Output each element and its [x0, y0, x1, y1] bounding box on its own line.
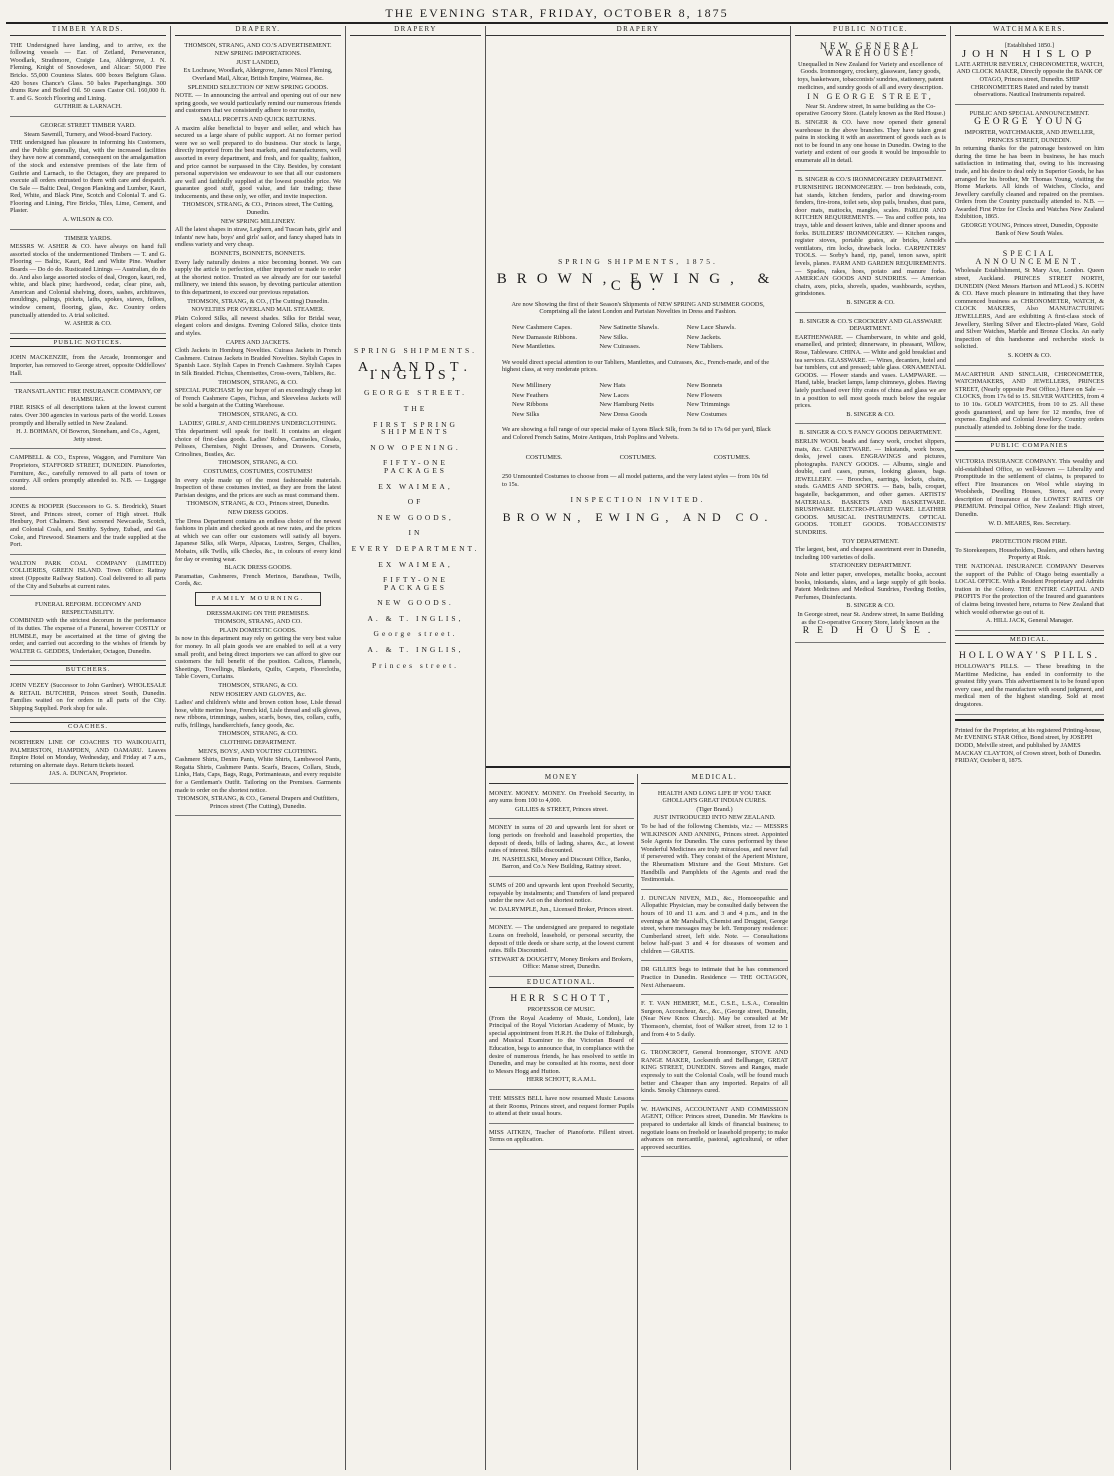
brown-ewing-ad: [486, 40, 790, 768]
section-header: MONEY: [489, 774, 634, 784]
sub-header: MEDICAL.: [955, 635, 1104, 645]
ad-subtitle: To Storekeepers, Householders, Dealers, and others having Property at Risk.: [955, 546, 1104, 562]
section-header: PUBLIC NOTICE.: [795, 26, 946, 36]
ad-signature: B. SINGER & CO.: [846, 299, 895, 306]
ad-title: NEW SPRING MILLINERY.: [220, 217, 296, 225]
ad-text: HOLLOWAY'S PILLS. — These breathing in the Maritime Medicine, has ended in conformity to the greatest fifty years. This advertisement is to be found upon every case, and the manufacture with sound judgment, and medical men of the highest standing. Sold at most drugstores.: [955, 662, 1104, 708]
ad-signature: JH. NASHELSKI, Money and Discount Office, Banks, Barron, and Co.'s New Building, Rattray street.: [491, 855, 632, 871]
ad-signature: THOMSON, STRANG, & CO.: [218, 410, 298, 418]
section-header: DRAPERY.: [175, 26, 341, 36]
ad-text: In returning thanks for the patronage bestowed on him during the time he has been in business, he has much satisfaction in intimating that, owing to his increasing trade, and his desire to deal only in Superior Goods, he has arranged for his brother, Mr Thomas Young, visiting the Home Markets. All kinds of Watches, Clocks, and Jewellery carefully cleaned and repaired on the premises. Orders from the Country punctually attended to. N.B. — Awarded First Prize for Clocks and Watches New Zealand Exhibition, 1865.: [955, 145, 1104, 221]
ad-text: CAMPBELL & CO., Express, Waggon, and Furniture Van Proprietors, STAFFORD STREET, DUNEDIN. Pianofortes, Furniture, &c., carefully removed to all parts of town or country. All orders promptly attended to. N.B. — Luggage stored.: [10, 454, 166, 492]
ad-signature: HERR SCHOTT, R.A.M.L.: [526, 1076, 597, 1084]
grid-item: New Cashmere Capes.: [512, 323, 572, 331]
blank-space: [492, 40, 784, 250]
section-header: MEDICAL.: [641, 774, 788, 784]
ad-title: PLAIN DOMESTIC GOODS.: [219, 626, 297, 634]
red-house: RED HOUSE.: [802, 626, 939, 637]
ad-subtitle: PROFESSOR OF MUSIC.: [527, 1006, 596, 1014]
ad-text: In every style made up of the most fashionable materials. Inspection of these costumes invited, as they are from the latest Parisian designs, and the prices are such as must command them.: [175, 476, 341, 499]
ad-subtitle: JUST LANDED,: [236, 58, 280, 66]
ad-text: Ladies' and children's white and brown cotton hose, Lisle thread hose, white merino hose, French kid, Lisle thread and silk gloves, new ribbons, trimmings, sashes, scarfs, bows, ties, collars, cuffs, ruffs, frillings, handkerchiefs, fancy goods, &c.: [175, 699, 341, 729]
inglis-line: OF: [407, 497, 424, 507]
grid-item: New Lace Shawls.: [686, 323, 736, 331]
ad-signature: A. WILSON & CO.: [62, 216, 114, 224]
ad-text: W. HAWKINS, ACCOUNTANT AND COMMISSION AGENT, Office: Princes street, Dunedin. Mr Hawkins is prepared to undertake all kinds of financial business; to negotiate loans on freehold or leasehold property; to make advances on mercantile, pastoral, agricultural, or other approved securities.: [641, 1105, 788, 1151]
blank-space: [350, 39, 481, 339]
ad-subtitle: NEW SPRING IMPORTATIONS.: [214, 50, 302, 58]
inglis-line: SPRING SHIPMENTS.: [353, 345, 478, 355]
ad-miss-aitken: [489, 1126, 634, 1150]
columns: [6, 26, 1108, 1470]
column-timber-yards: [6, 26, 171, 1470]
ad-text: Ex Lochnaw, Woodlark, Aldergrove, James Nicol Fleming, Overland Mail, Altcar, British Empire, Waimea, &c.: [183, 67, 333, 82]
ad-subtitle: Steam Sawmill, Turnery, and Wood-board Factory.: [24, 130, 152, 138]
ad-title: CLOTHING DEPARTMENT.: [219, 739, 297, 747]
ad-text: Note and letter paper, envelopes, metallic books, account books, inkstands, slates, and a large supply of gift books. Patent Medicines and Medical Sundries, Feeding Bottles, Perfumes, Disinfectants.: [795, 571, 946, 601]
ad-location: IN GEORGE STREET,: [807, 92, 934, 102]
ad-mackenzie: [10, 351, 166, 383]
grid-item: New Feathers: [512, 391, 549, 399]
ad-signature: THOMSON, STRANG, & CO., Princes street, The Cutting, Dunedin.: [182, 201, 334, 217]
ad-jones-hooper: [10, 500, 166, 555]
grid-item: New Bonnets: [686, 381, 723, 389]
grid-item: New Hats: [599, 381, 626, 389]
ad-text: MONEY. — The undersigned are prepared to negotiate Loans on freehold, leasehold, or personal security, the deposit of title deeds or share scrip, at the lowest current rates. Bills Discounted.: [489, 924, 634, 955]
inglis-line: NEW GOODS,: [377, 512, 454, 522]
ad-signature: JAS. A. DUNCAN, Proprietor.: [49, 770, 127, 778]
ad-signature: B. SINGER & CO.: [846, 602, 895, 610]
ad-funeral-reform: [10, 598, 166, 661]
grid-item: New Trimmings: [686, 401, 730, 409]
medical-section: [638, 774, 791, 1470]
ad-holloway: [955, 648, 1104, 714]
teacher-name: HERR SCHOTT,: [510, 994, 613, 1005]
ad-signature: THOMSON, STRANG, & CO.: [218, 459, 298, 467]
ad-signature: THOMSON, STRANG, & CO.: [218, 730, 298, 738]
ad-title: B. SINGER & CO.'S CROCKERY AND GLASSWARE DEPARTMENT.: [799, 317, 942, 333]
ad-title: THOMSON, STRANG, AND CO.'S ADVERTISEMENT.: [184, 41, 332, 49]
ad-text: JONES & HOOPER (Successors to G. S. Brodrick), Stuart Street, and Princes street, corner of High street. Hulk Henbury, Port Chalmers. Best screened Newcastle, Scotch, and Colonial Coals, and Smithy. Sydney, Eubad, and Gas Coke, and Firewood. Steamers and the trade supplied at the Port.: [10, 503, 166, 549]
ad-title: SPLENDID SELECTION OF NEW SPRING GOODS.: [187, 83, 329, 91]
ad-title: NEW GENERAL WAREHOUSE!: [819, 41, 922, 60]
column-inglis: [346, 26, 486, 1470]
ad-text: To be had of the following Chemists, viz.: — MESSRS WILKINSON AND ANNING, Princes street. Appointed Sole Agents for Dunedin. The cures performed by these Wonderful Medicines are truly miraculous, and never fail if persevered with. They consist of the Aperient Mixture, the Rheumatism Mixture and the Gout Mixture. Get Handbills and Pamphlets of the Agents and read the Testimonials.: [641, 822, 788, 884]
grid-item: New Millinery: [512, 381, 552, 389]
inglis-line: FIRST SPRING SHIPMENTS: [373, 419, 458, 437]
divider: [955, 719, 1104, 721]
firm-name: BROWN, EWING, & CO.: [496, 270, 780, 295]
inglis-line: IN: [408, 528, 423, 538]
inglis-line: THE: [403, 403, 428, 413]
grid-item: New Satinette Shawls.: [599, 323, 659, 331]
ad-signature: W. DALRYMPLE, Jun., Licensed Broker, Princes street.: [489, 905, 634, 913]
inglis-line: A. & T. INGLIS,: [367, 613, 464, 623]
ad-singer-ironmongery: [795, 173, 946, 313]
ad-dalrymple: [489, 879, 634, 919]
ad-text: MISS AITKEN, Teacher of Pianoforte. Fillent street. Terms on application.: [489, 1128, 634, 1144]
inglis-line: George street.: [373, 629, 458, 639]
ad-text: F. T. VAN HEMERT, M.E., C.S.E., L.S.A., Consultin Surgeon, Accoucheur, &c., &c., (George street, Dunedin, (Near New Knox Church). May be consulted at Mr Thomson's, chemist, foot of Walker street, from 12 to 1 and from 4 to 5 daily.: [641, 1000, 788, 1038]
ad-george-young: [955, 107, 1104, 244]
ad-text: Unequalled in New Zealand for Variety and excellence of Goods. Ironmongery, crockery, glassware, fancy goods, toys, basketware, tobacconists' sundries, stationery, patent medicines, and sundry goods of all and every description.: [797, 60, 944, 91]
ad-signature: THOMSON, STRANG, & CO.: [218, 681, 298, 689]
ad-text: SPECIAL PURCHASE by our buyer of an exceedingly cheap lot of French Cashmere Capes, Fichus, and Sleeveless Jackets will be sold a bargain at the Cutting Warehouse.: [175, 387, 341, 410]
ad-text: SUMS of 200 and upwards lent upon Freehold Security, repayable by instalments; and Transfers of land prepared under the new Act on the shortest notice.: [489, 881, 634, 905]
ad-text: NOTE. — In announcing the arrival and opening out of our new spring goods, we would particularly remind our numerous friends and customers that we consistently adhere to our motto,: [175, 92, 341, 115]
ad-text: WALTON PARK COAL COMPANY (LIMITED) COLLIERIES, GREEN ISLAND. Town Office: Rattray street (Opposite Railway Station). Coal delivered to all parts of the City and Suburbs at current rates.: [10, 559, 166, 590]
ad-text: MONEY. MONEY. MONEY. On Freehold Security, in any sums from 100 to 4,000.: [489, 789, 634, 805]
ad-text: THE MISSES BELL have now resumed Music Lessons at their Rooms, Princes street, and request former Pupils to attend at their usual hours.: [489, 1095, 634, 1118]
ad-signature: THOMSON, STRANG, AND CO.: [214, 618, 302, 626]
ad-title: B. SINGER & CO.'S FANCY GOODS DEPARTMENT.: [799, 429, 942, 437]
ad-asher: [10, 232, 166, 334]
ad-text: MESSRS W. ASHER & CO. have always on hand full assorted stocks of the undermentioned Timbers — T. and G. Flooring — Baltic, Kauri, Red and White Pine. Weather Boards — Do do do. Rusticated Linings — Australian, do do do. And also large assorted stocks of deal, Oregon, kauri, red, white, and black pine; hardwood, cedar, clear pine, ash, American and Colonial shelving, doors, sashes, architraves, mouldings, palings, pickets, laths, spokes, staves, felloes, window cement, flooring, glass, &c. Country orders punctually attended to. A trial solicited.: [10, 243, 166, 319]
ad-text: THE Undersigned have landing, and to arrive, ex the following vessels — Ear. of Zetland, Perseverance, Woodlark, Strathmore, Craigie Lea, Aldergrove, J. N. Fleming, Knight of Snowdown, and Altcar: 50,000 Fire Bricks. 55,000 Countess Slates. 600 boxes Belgium Glass. 420 boxes Chance's Glass. 50 bales Paperhangings. 300 drums Raw and Boiled Oil. 50 cases Castor Oil. 160,000 ft. T. and G. Scotch Flooring and Lining.: [10, 41, 166, 102]
ad-walton-park: [10, 557, 166, 596]
watchmaker-name: GEORGE YOUNG: [974, 117, 1085, 128]
ad-signature: H. J. BOHMAN, Of Bowron, Stoneham, and Co., Agent, Jetty street.: [16, 428, 160, 443]
ad-text: Paramattas, Cashmeres, French Merinos, Baratheas, Twills, Cords, &c.: [175, 572, 341, 588]
ad-text: MONEY in sums of 20 and upwards lent for short or long periods on freehold and leasehold properties, the deposit of deeds, bills of lading, shares, &c., at lowest rates of interest. Bills discounted.: [489, 824, 634, 855]
ad-signature: W. ASHER & CO.: [64, 320, 112, 328]
ad-signature: B. SINGER & CO.: [846, 410, 895, 418]
ad-subtitle: (Tiger Brand.): [696, 805, 733, 813]
ad-text: In George street, near St. Andrew street, In same Building as the Co-operative Grocery Store, lately known as the: [797, 610, 944, 626]
grid-item: New Laces: [599, 391, 629, 399]
column-drapery-thomson: [171, 26, 346, 1470]
ad-george-street-timber: [10, 119, 166, 230]
grid-item: New Damassie Ribbons.: [512, 333, 578, 341]
ad-signature: A. HILL JACK, General Manager.: [985, 617, 1074, 625]
inglis-line: EX WAIMEA,: [378, 481, 453, 491]
inglis-line: A. & T. INGLIS,: [367, 645, 464, 655]
grid-item: New Dress Goods: [599, 410, 648, 418]
ad-text: Cashmere Shirts, Denim Pants, White Shirts, Lambswool Pants, Regatta Shirts, Cashmere Pants. Scarfs, Braces, Collars, Studs, Links, Hats, Caps, Bags, Rugs, Portmanteaus, and every requisite for a Gentleman's Outfit. Tailoring on the Premises. Garments made to order on the shortest notice.: [175, 756, 341, 794]
inglis-line: EX WAIMEA,: [378, 559, 453, 569]
ad-motto: SMALL PROFITS AND QUICK RETURNS.: [199, 115, 317, 123]
ad-text: THE NATIONAL INSURANCE COMPANY Deserves the support of the Public of Otago being essentially a LOCAL OFFICE. With a Resident Proprietary and Admits tration in the Colony. THE ENTIRE CAPITAL AND PROFITS For the protection of the Insured and guarantees of claims being invested here, returns to New Zealand that which would otherwise go out of it.: [955, 563, 1104, 616]
money-educational: [486, 774, 638, 1470]
grid-item: New Mantlettes.: [512, 343, 556, 351]
grid-item: New Tabliers.: [686, 343, 724, 351]
ad-heading: SPRING SHIPMENTS, 1875.: [558, 257, 718, 266]
ad-text: FIRE RISKS of all descriptions taken at the lowest current rates. Over 300 agencies in various parts of the world. Losses promptly and liberally settled in New Zealand.: [10, 404, 166, 427]
section-header: EDUCATIONAL.: [489, 979, 634, 989]
ad-text: Is now in this department may rely on getting the very best value for money. In all plain goods we are enabled to sell at a very small profit, and being direct importers we can afford to give our customers the full benefit of the position. Calicos, Flannels, Sheetings, Towellings, Blankets, Quilts, Carpets, Floorcloths, Table Covers, Curtains.: [175, 635, 341, 681]
ad-text: Wholesale Establishment, St Mary Axe, London. Queen street, Auckland. PRINCES STREET NORTH, DUNEDIN (Next Messrs Hartson and M'Leod.) S. KOHN & CO. Have much pleasure in intimating that they have commenced business as CHRONOMETER, WATCH, & CLOCK MAKERS, Also MANUFACTURING JEWELLERS, And are exhibiting A first-class stock of Jewellery, Sterling Silver and Electro-plated Ware, Gold and Silver Watches, Marble and Bronze Clocks. An early inspection of this handsome and recherche stock is solicited.: [955, 267, 1104, 351]
ad-text: NORTHERN LINE OF COACHES TO WAIKOUAITI, PALMERSTON, HAMPDEN, AND OAMARU. Leaves Empire Hotel on Monday, Wednesday, and Friday at 7 a.m., returning on alternate days. Return tickets issued.: [10, 738, 166, 769]
ad-text: G. TRONCROFT, General Ironmonger, STOVE AND RANGE MAKER, Locksmith and Bellhanger, GREAT KING STREET, DUNEDIN. Stoves and Ranges, made expressly to suit the Colonial Coals, will be found much better and Cheaper than any imported. Repairs of all kinds. Smoky Chimneys cured.: [641, 1049, 788, 1095]
sub-header: COACHES.: [10, 722, 166, 732]
grid-item: New Costumes: [686, 410, 727, 418]
ad-text: JOHN MACKENZIE, from the Arcade, Ironmonger and Importer, has removed to George street, opposite Oddfellows' Hall.: [10, 354, 166, 377]
ad-text: Are now Showing the first of their Season's Shipments of NEW SPRING AND SUMMER GOODS, Comprising all the latest London and Parisian Novelties in Dress and Fashion.: [511, 300, 765, 316]
ad-text: THE undersigned has pleasure in informing his Customers, and the Public generally, that, with the increased facilities they have now at command, consequent on the amalgamation of the stock and extensive premises of the late firm of Guthrie and Larnach, to the Octagon, they are prepared to execute all orders entrusted to them with care and despatch. On Sale — Baltic Deal, Oregon Planking and Lumber, Kauri, Red, White, and Black Pine, Scotch and Colonial T. and G. Flooring and Lining, Fire Bricks, Tiles, Lime, Cement, and Plaster.: [10, 139, 166, 215]
family-mourning-box: FAMILY MOURNING.: [195, 592, 321, 606]
column-brown-ewing: [486, 26, 791, 1470]
ad-text: We would direct special attention to our Tabliers, Mantlettes, and Cuirasses, &c., French-made, and of the highest class, at very moderate prices.: [502, 358, 770, 374]
ad-title: TIMBER YARDS.: [64, 234, 112, 242]
masthead: THE EVENING STAR, FRIDAY, OCTOBER 8, 1875: [6, 4, 1108, 24]
ad-text: DR GILLIES begs to intimate that he has commenced Practice in Dunedin. Residence — THE OCTAGON, Next Athenaeum.: [641, 966, 788, 989]
ad-niven: [641, 892, 788, 962]
ad-text: This department will speak for itself. It contains an elegant choice of first-class goods. Ladies' Robes, Camisoles, Cloaks, Pelisses, Chemises, Night Dresses, and Drawers. Corsets, Crinolines, Bustles, &c.: [175, 428, 341, 458]
ad-singer-crockery: [795, 315, 946, 425]
ad-title: NEW HOSIERY AND GLOVES, &c.: [209, 690, 307, 698]
inglis-line: NEW GOODS.: [377, 598, 454, 608]
ad-text: JOHN VEZEY (Successor to John Gardner). WHOLESALE & RETAIL BUTCHER, Princes street South, Dunedin. Families waited on for orders in all parts of the City. Shipping Supplied. Pork shop for sale.: [10, 681, 166, 712]
ad-subtitle: IMPORTER, WATCHMAKER, AND JEWELLER, PRINCES STREET, DUNEDIN.: [964, 128, 1095, 144]
ad-thomson-strang: [175, 39, 341, 817]
ad-signature: S. KOHN & CO.: [1007, 351, 1052, 359]
section-header: DRAPERY: [350, 26, 481, 36]
ad-text: The largest, best, and cheapest assortment ever in Dunedin, including 100 varieties of dolls.: [795, 546, 946, 561]
ad-dr-gillies: [641, 963, 788, 995]
inglis-firm: A. AND T. INGLIS,: [358, 360, 473, 383]
ad-macarthur-sinclair: [955, 368, 1104, 438]
section-header: TIMBER YARDS.: [10, 26, 166, 36]
ad-hawkins: [641, 1103, 788, 1158]
firm-name-footer: BROWN, EWING, AND CO.: [502, 509, 774, 524]
ad-vezey: [10, 679, 166, 718]
costumes-label: COSTUMES.: [713, 453, 751, 461]
ad-stewart-doughty: [489, 921, 634, 977]
ad-transatlantic: [10, 385, 166, 449]
ad-signature: GEORGE YOUNG, Princes street, Dunedin, Opposite Bank of New South Wales.: [960, 222, 1099, 237]
ad-van-hemert: [641, 997, 788, 1044]
ad-title: COSTUMES, COSTUMES, COSTUMES!: [203, 468, 313, 476]
ad-title: BONNETS, BONNETS, BONNETS.: [210, 250, 306, 258]
ad-subtitle: JUST INTRODUCED INTO NEW ZEALAND.: [653, 814, 776, 822]
novelties-grid: [512, 324, 764, 351]
ad-title: TRANSATLANTIC FIRE INSURANCE COMPANY, OF HAMBURG.: [14, 388, 162, 403]
ad-text: (From the Royal Academy of Music, London), late Principal of the Royal Victorian Academy of Music, by special appointment from H.R.H. the Duke of Edinburgh, and Musical Examiner to the Victorian Board of Education, begs to announce that, in compliance with the desire of numerous friends, he has resolved to settle in Dunedin, and may be consulted at his rooms, next door to Messrs Hogg and Hutton.: [489, 1014, 634, 1075]
ad-signature: THOMSON, STRANG, & CO.: [218, 378, 298, 386]
printer-imprint: Printed for the Proprietor, at his registered Printing-house, Mr EVENING STAR Office, Bond street, by JOSEPH DODD, Melville street, and published by JAMES MACKAY CLAYTON, of Crown street, both of Dunedin. FRIDAY, October 8, 1875.: [955, 726, 1102, 765]
ad-title: NOVELTIES PER OVERLAND MAIL STEAMER.: [191, 306, 325, 314]
ad-text: A maxim alike beneficial to buyer and seller, and which has secured us a large share of public support. At no former period were we so well prepared to do business. Our stock is large, directly imported from the best markets, and manufacturers, well assorted in every department, and fresh, and for quality, fashion, and price cannot be surpassed in the City. Besides, by constant personal supervision we endeavour to see that all our customers are well and faithfully supplied at the lowest possible price. We guarantee good stuff, good value, and fair trading; these inducements, and these only, we offer, and invite inspection.: [175, 124, 341, 200]
ad-title: HOLLOWAY'S PILLS.: [958, 651, 1101, 662]
ad-text: The Dress Department contains an endless choice of the newest fashions in plain and checked goods at new rates, and the prices at which we can offer our customers will satisfy all buyers. Japanese Silks, silk Warps, Alpacas, Lustres, Serges, Challies, Mohairs, silk Twills, silk Checks, &c., in colours of every kind for day or evening wear.: [175, 517, 341, 563]
costumes-row: [502, 454, 774, 462]
ad-text: EARTHENWARE. — Chamberware, in white and gold, enamelled, and printed; dinnerware, in pheasant, Willow, Rose, Tableware. CHINA. — White and gold breakfast and tea services. GLASSWARE. — Wines, decanters, hotel and bar tumblers, cut and pressed; table glass. ORNAMENTAL GOODS. — Flower stands and vases. LAMPWARE. — Hand, table, bracket lamps, lamp chimneys, globes. Having lately purchased over fifty crates of china and glass we are in a position to sell most goods much below the regular prices.: [795, 333, 946, 410]
grid-item: New Jackets.: [686, 333, 722, 341]
grid-item: New Cuirasses.: [599, 343, 641, 351]
ad-title: SPECIAL ANNOUNCEMENT.: [975, 249, 1084, 266]
inglis-line: EVERY DEPARTMENT.: [351, 543, 480, 553]
inglis-line: GEORGE STREET.: [363, 388, 468, 398]
ad-title: B. SINGER & CO.'S IRONMONGERY DEPARTMENT.: [797, 175, 944, 183]
inglis-line: FIFTY-ONE PACKAGES: [383, 458, 448, 475]
column-singer: [791, 26, 951, 1470]
ad-text: BERLIN WOOL beads and fancy work, crochet slippers, mats, &c. CABINETWARE. — Inkstands, work boxes, desks, jewel cases. ENGRAVINGS and pictures, photographs. FANCY GOODS. — Albums, single and double, card cases, purses, looking glasses, bags. JEWELLERY. — Brooches, earrings, lockets, chains, studs. GAMES AND SPORTS. — Bats, balls, croquet, bagatelle, backgammon, and other games. ARTISTS' MATERIALS. BASKETS AND BASKETWARE. BRUSHWARE. ELECTRO-PLATED WARE. LEATHER GOODS. MUSICAL INSTRUMENTS. OPTICAL GOODS. TOILET GOODS. TOBACCONISTS' SUNDRIES.: [795, 437, 946, 537]
ad-text: LATE ARTHUR BEVERLY, CHRONOMETER, WATCH, AND CLOCK MAKER, Directly opposite the BANK OF OTAGO, Princes street, Dunedin. SHIP CHRONOMETERS Rated and rated by transit observations. Nautical Instruments repaired.: [955, 60, 1104, 99]
ad-gillies-street: [489, 787, 634, 820]
ad-text: We are showing a full range of our special make of Lyons Black Silk, from 3s 6d to 17s 6d per yard, Black and Colored French Satins, Moire Antiques, Irish Poplins and Velvets.: [502, 426, 771, 441]
ad-singer-fancy: [795, 426, 946, 642]
ad-ghollah-cures: [641, 787, 788, 890]
ad-text: Every lady naturally desires a nice becoming bonnet. We can supply the article to perfection, either imported or made to order at the shortest notice. Trusted as we already are for our tasteful millinery, we intend this season, by devoting particular attention to this department, to exceed our previous reputation.: [175, 258, 341, 296]
ad-established: [Established 1850.]: [1005, 41, 1054, 49]
section-header: DRAPERY: [486, 26, 790, 36]
ad-text: Near St. Andrew street, In same building as the Co-operative Grocery Store. (Lately known as the Red House.): [795, 102, 946, 118]
inglis-line: Princes street.: [371, 660, 460, 670]
ad-guthrie-larnach: [10, 39, 166, 117]
sub-header: BUTCHERS.: [10, 665, 166, 675]
grid-item: New Flowers: [686, 391, 723, 399]
ad-signature: GILLIES & STREET, Princes street.: [515, 805, 608, 813]
ad-title: FUNERAL REFORM. ECONOMY AND RESPECTABILITY.: [35, 601, 141, 616]
ad-misses-bell: [489, 1092, 634, 1124]
inspection-invited: INSPECTION INVITED.: [570, 495, 706, 505]
ad-title: TOY DEPARTMENT.: [842, 537, 899, 545]
ad-text: VICTORIA INSURANCE COMPANY. This wealthy and old-established Office, so well-known — Liberality and Promptitude in the settlement of claims, is prepared to effect Fire Insurances on Wool while staying in Woolsheds, Dwelling Houses, Stores, and every description of Insurance at the LOWEST RATES OF PREMIUM. Principal Office, New Zealand: High street, Dunedin.: [955, 457, 1104, 519]
ad-title: GEORGE STREET TIMBER YARD.: [40, 121, 136, 129]
ad-signature: STEWART & DOUGHTY, Money Brokers and Brokers, Office: Manse street, Dunedin.: [489, 955, 634, 971]
ad-title: LADIES', GIRLS', AND CHILDREN'S UNDERCLOTHING.: [179, 419, 337, 427]
sub-header: PUBLIC NOTICES.: [10, 338, 166, 348]
column-watchmakers: [951, 26, 1108, 1470]
inglis-line: FIFTY-ONE PACKAGES: [383, 575, 448, 592]
ad-text: Plain Colored Silks, all newest shades. Silks for Bridal wear, elegant colors and designs. Evening Colored Silks, choice tints and styles.: [175, 314, 341, 337]
ad-title: HEALTH AND LONG LIFE IF YOU TAKE GHOLLAH'S GREAT INDIAN CURES.: [657, 789, 772, 805]
ad-signature: THOMSON, STRANG, & CO., Princes street, Dunedin.: [186, 500, 330, 508]
ad-text: J. DUNCAN NIVEN, M.D., &c., Homoeopathic and Allopathic Physician, may be consulted daily between the hours of 10 and 11 a.m. and 3 and 4 p.m., and in the evenings at Mr Marshall's, Chemist and Druggist, George street, where messages may be left. Temporary residence: Cumberland street, left side. Note. — Consultations below half-past 3 and 4 for diseases of women and children — GRATIS.: [641, 894, 788, 955]
ad-nashelski: [489, 821, 634, 877]
ad-signature: GUTHRIE & LARNACH.: [54, 103, 122, 111]
grid-item: New Ribbons: [512, 401, 549, 409]
ad-national-insurance: [955, 535, 1104, 631]
costumes-label: COSTUMES.: [525, 453, 563, 461]
ad-title: CAPES AND JACKETS.: [225, 338, 291, 346]
millinery-grid: [512, 382, 764, 418]
ad-kohn: [955, 245, 1104, 365]
ad-signature: W. D. MEARES, Res. Secretary.: [988, 519, 1071, 527]
sub-header: PUBLIC COMPANIES: [955, 441, 1104, 451]
ad-signature: THOMSON, STRANG, & CO., General Drapers and Outfitters, Princes street (The Cutting), Dunedin.: [177, 795, 339, 810]
ad-northern-coaches: [10, 736, 166, 784]
ad-text: FURNISHING IRONMONGERY. — Iron bedsteads, cots, hat stands, kitchen fenders, parlor and drawing-room fenders, fire-irons, toilet sets, slop pails, brushes, dust pans, door mats, mattocks, mangles, scales. PARLOR AND KITCHEN REQUIREMENTS. — Tea and coffee pots, tea trays, table and dessert knives, table and dinner spoons and forks. BUILDERS' IRONMONGERY. — Kitchen ranges, register stoves, portable grates, air bricks, Arnold's ventilators, rim locks, drawback locks. CARPENTERS' TOOLS. — Sorby's hand, rip, panel, tenon saws, spirit levels, planes. FARM AND GARDEN REQUIREMENTS. — Spades, rakes, hoes, potato and manure forks. AMERICAN GOODS AND SUNDRIES. — American chairs, axes, picks, shovels, spades, washboards, scythes, grindstones.: [795, 184, 946, 298]
ad-hislop: [955, 39, 1104, 105]
ad-text: 250 Unmounted Costumes to choose from — all model patterns, and the very latest styles — from 10s 6d to 15s.: [502, 473, 769, 488]
ad-subtitle: DRESSMAKING ON THE PREMISES.: [206, 609, 310, 617]
ad-singer-warehouse: [795, 39, 946, 171]
ad-herr-schott: [489, 991, 634, 1090]
grid-item: New Silks: [512, 410, 540, 418]
ad-text: Cloth Jackets in Homburg Novelties. Cuirass Jackets in French Cashmere. Cuirass Jackets in Braided Novelties. Stylish Capes in Spanish Lace. Stylish Capes in French Cashmere. Stylish Capes in Silk Braided. Fichus, Chemisettes, Cross-overs, Tabliers, &c.: [175, 347, 341, 377]
ad-campbell: [10, 451, 166, 498]
grid-item: New Silks.: [599, 333, 629, 341]
ad-text: COMBINED with the strictest decorum in the performance of its duties. The expense of a Funeral, however COSTLY or HUMBLE, may be ascertained at the time of giving the order, and carried out according to the wishes of friends by WALTER G. GEDDES, Undertaker, Octagon, Dunedin.: [10, 617, 166, 655]
ad-subtitle: MEN'S, BOYS', AND YOUTHS' CLOTHING.: [198, 747, 318, 755]
ad-text: MACARTHUR AND SINCLAIR, CHRONOMETER, WATCHMAKERS, AND JEWELLERS, PRINCES STREET, (Nearly opposite Post Office.) Have on Sale — CLOCKS, from 17s 6d to 15. SILVER WATCHES, from 4 to 10 10s. GOLD WATCHES, from 10 to 25. All these goods guaranteed, and up here for 12 months, free of expense. English and Colonial Jewellery. Country orders punctually attended to. Jobbing done for the trade.: [955, 370, 1104, 431]
ad-title: BLACK DRESS GOODS.: [224, 564, 292, 572]
ad-troncroft: [641, 1046, 788, 1101]
costumes-label: COSTUMES.: [619, 453, 657, 461]
ad-victoria-insurance: [955, 455, 1104, 533]
ad-text: B. SINGER & CO. have now opened their general warehouse in the above branches. They have taken great pains in stocking it with an assortment of goods such as is not to be found in any one house in Dunedin. Owing to the variety and extent of our goods it would be impossible to enumerate all in detail.: [795, 118, 946, 164]
grid-item: New Hamburg Netts: [599, 401, 654, 409]
watchmaker-name: JOHN HISLOP: [961, 48, 1098, 61]
section-header: WATCHMAKERS.: [955, 26, 1104, 36]
ad-title: PROTECTION FROM FIRE.: [991, 538, 1068, 546]
inglis-line: NOW OPENING.: [370, 442, 461, 452]
ad-title: NEW DRESS GOODS.: [227, 509, 289, 517]
ad-title: STATIONERY DEPARTMENT.: [829, 562, 912, 570]
ad-signature: THOMSON, STRANG, & CO., (The Cutting) Dunedin.: [187, 297, 329, 305]
ad-title: PUBLIC AND SPECIAL ANNOUNCEMENT.: [969, 109, 1090, 117]
ad-text: All the latest shapes in straw, Leghorn, and Tuscan hats, girls' and infants' new hats, boys' and girls' sailor, and fancy shaped hats in endless variety and very cheap.: [175, 226, 341, 249]
